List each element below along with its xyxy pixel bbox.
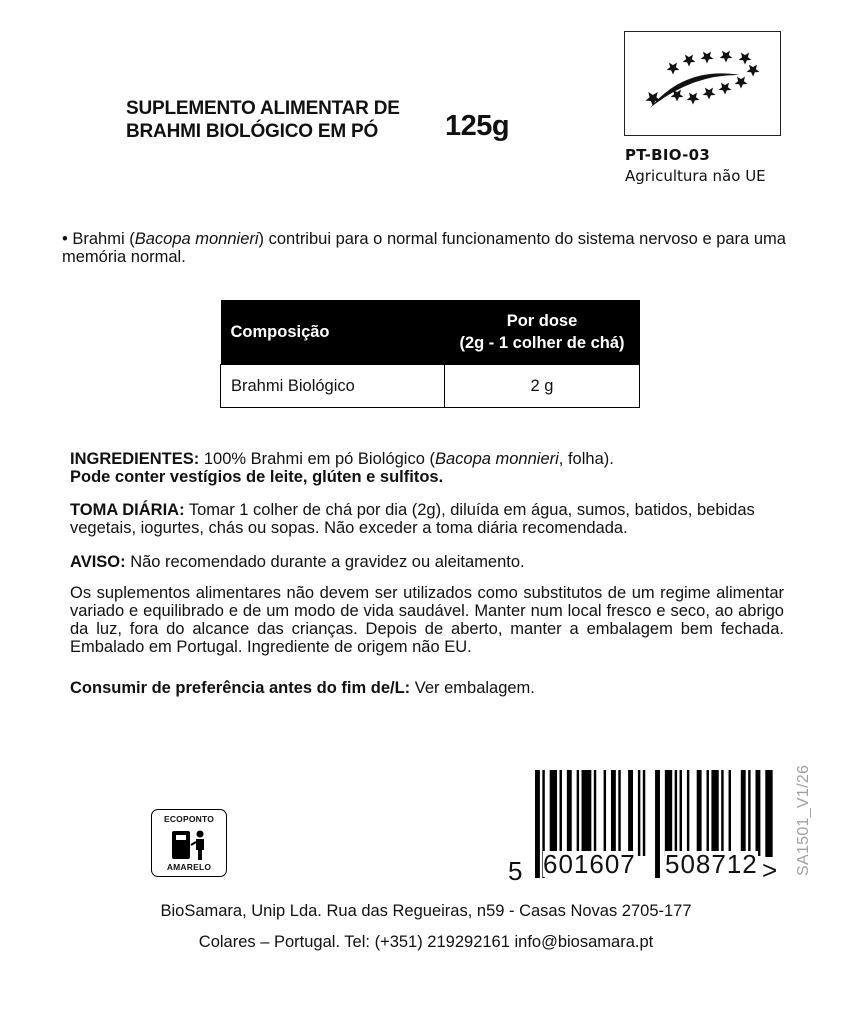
table-row xyxy=(221,365,640,408)
allergen-notice: Pode conter vestígios de leite, glúten e sulfitos. xyxy=(70,468,444,486)
barcode-bar xyxy=(655,770,660,878)
barcode-bar xyxy=(665,770,672,856)
ingredient-amount-cell: 2 g xyxy=(445,365,640,408)
barcode-bar xyxy=(577,770,579,856)
product-title xyxy=(126,97,446,143)
barcode-left-group: 601607 xyxy=(543,849,636,879)
barcode-bar xyxy=(711,770,718,856)
barcode-bar xyxy=(687,770,689,856)
footer-contact: Colares – Portugal. Tel: (+351) 219292161 info@biosamara.pt xyxy=(198,933,654,951)
net-weight: 125g xyxy=(445,110,510,142)
product-title-line2: BRAHMI BIOLÓGICO EM PÓ xyxy=(126,121,379,142)
ecoponto-bottom-label: AMARELO xyxy=(166,862,212,872)
barcode-bar xyxy=(611,770,616,856)
per-dose-header-line2: (2g - 1 colher de chá) xyxy=(459,334,625,352)
claim-text-before: Brahmi ( xyxy=(72,230,135,248)
daily-dose-label: TOMA DIÁRIA: xyxy=(70,501,185,519)
warning-label: AVISO: xyxy=(70,553,126,571)
ingredients-text-after: , folha). xyxy=(558,450,614,468)
certification-origin: Agricultura não UE xyxy=(625,167,766,185)
barcode-bar xyxy=(721,770,723,856)
barcode-bar xyxy=(697,770,702,856)
ecoponto-badge xyxy=(151,809,227,877)
barcode-bar xyxy=(567,770,572,856)
claim-text-after: ) contribui para o normal funcionamento do sistema nervoso e para uma memória normal. xyxy=(62,230,786,266)
barcode-right-group: 508712 xyxy=(665,849,758,879)
product-title-line1: SUPLEMENTO ALIMENTAR DE xyxy=(126,98,400,119)
barcode xyxy=(505,770,780,886)
eu-organic-leaf-icon xyxy=(624,31,781,136)
composition-table xyxy=(220,300,640,408)
health-claim xyxy=(62,230,802,266)
recycling-bin-person-icon xyxy=(170,827,210,861)
version-code: SA1501_V1/26 xyxy=(795,764,812,876)
claim-latin-name: Bacopa monnieri xyxy=(134,230,259,248)
footer-address: BioSamara, Unip Lda. Rua das Regueiras, n59 - Casas Novas 2705-177 xyxy=(160,902,692,920)
barcode-first-digit: 5 xyxy=(508,856,523,886)
barcode-bar xyxy=(618,770,620,856)
barcode-bar xyxy=(638,770,640,856)
best-before-text: Ver embalagem. xyxy=(410,679,535,697)
barcode-bar xyxy=(628,770,633,856)
barcode-bar xyxy=(560,770,562,856)
barcode-bar xyxy=(535,770,540,878)
barcode-bar xyxy=(729,770,731,856)
barcode-bar xyxy=(680,770,682,856)
barcode-bar xyxy=(707,770,709,856)
warning-section xyxy=(70,553,784,571)
composition-header: Composição xyxy=(221,300,445,365)
per-dose-header-line1: Por dose xyxy=(506,312,578,330)
per-dose-header xyxy=(445,300,640,365)
ingredients-latin-name: Bacopa monnieri xyxy=(434,450,559,468)
barcode-bar xyxy=(741,770,746,856)
barcode-bar xyxy=(748,770,750,856)
ingredient-name-cell: Brahmi Biológico xyxy=(221,365,445,408)
certification-code: PT-BIO-03 xyxy=(625,146,711,164)
ingredients-label: INGREDIENTES: xyxy=(70,450,200,468)
daily-dose-text: Tomar 1 colher de chá por dia (2g), diluída em água, sumos, batidos, bebidas vegetais, iogurtes, chás ou sopas. Não exceder a toma diária recomendada. xyxy=(70,501,755,537)
warning-text: Não recomendado durante a gravidez ou aleitamento. xyxy=(125,553,525,571)
barcode-bar xyxy=(582,770,592,856)
barcode-bar xyxy=(594,770,596,856)
claim-bullet: • xyxy=(62,230,68,248)
barcode-end-marker: > xyxy=(762,855,778,885)
daily-dose-section xyxy=(70,501,784,537)
barcode-bar xyxy=(643,770,645,856)
barcode-bar xyxy=(756,770,761,856)
barcode-bar xyxy=(604,770,606,856)
best-before-label: Consumir de preferência antes do fim de/L: xyxy=(70,679,411,697)
ingredients-text-before: 100% Brahmi em pó Biológico ( xyxy=(199,450,435,468)
barcode-bar xyxy=(675,770,677,856)
ingredients-section xyxy=(70,450,784,486)
disclaimer-text: Os suplementos alimentares não devem ser utilizados como substitutos de um regime alimentar variado e equilibrado e de um modo de vida saudável. Manter num local fresco e seco, ao abrigo da luz, fora do alcance das crianças. Depois de aberto, manter a embalagem bem fechada. Embalado em Portugal. Ingrediente de origem não EU. xyxy=(70,584,784,656)
best-before-section xyxy=(70,679,784,697)
barcode-bar xyxy=(550,770,557,856)
ecoponto-top-label: ECOPONTO xyxy=(163,814,215,824)
